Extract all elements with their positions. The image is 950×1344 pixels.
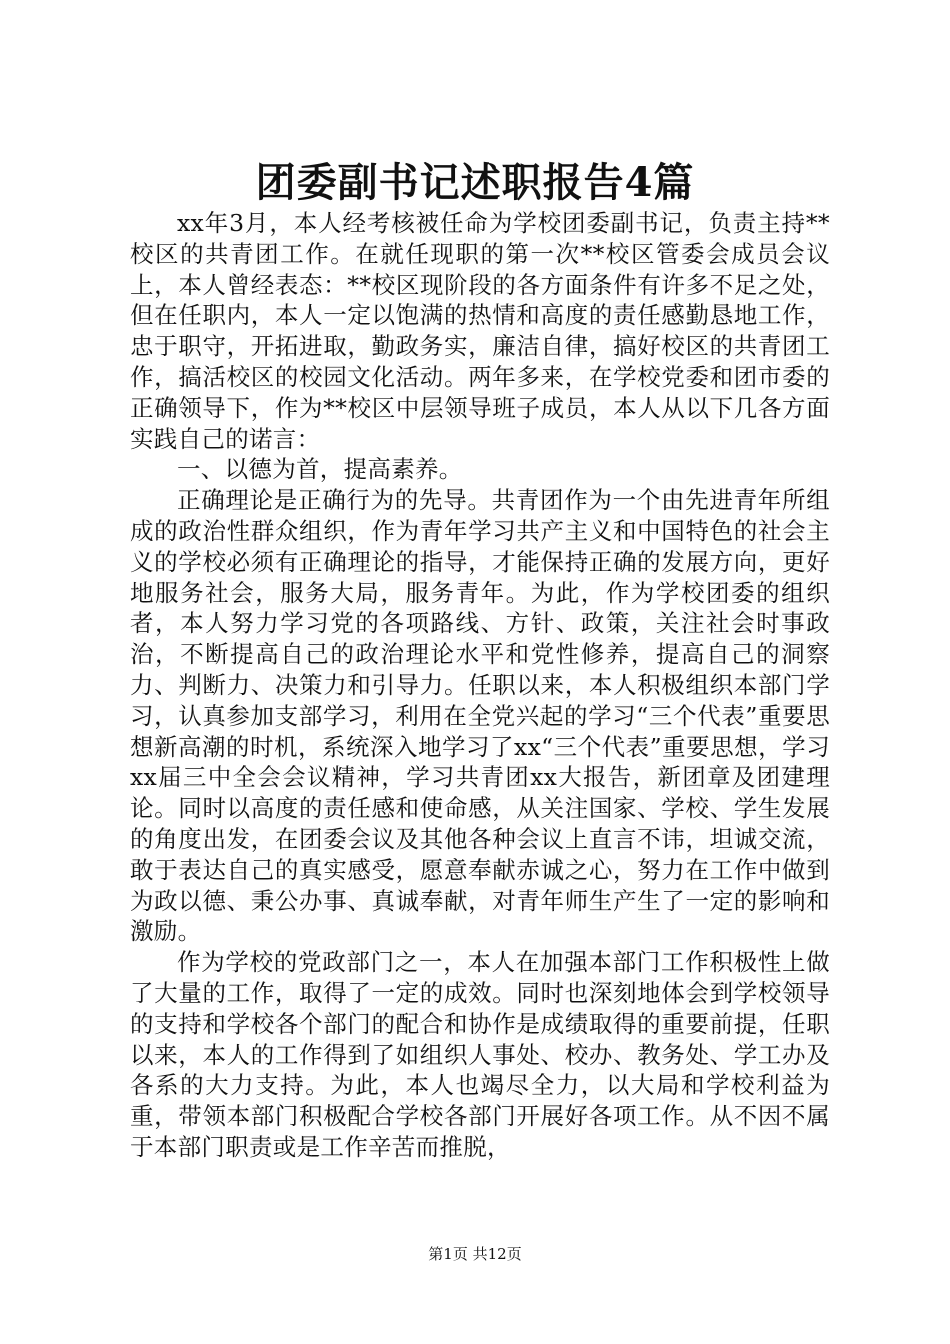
document-body	[130, 208, 830, 1163]
page-footer: 第1页 共12页	[428, 1245, 522, 1263]
section-heading: 一、以德为首，提高素养。	[177, 455, 463, 484]
paragraph-cooperation: 作为学校的党政部门之一，本人在加强本部门工作积极性上做了大量的工作，取得了一定的成效。同时也深刻地体会到学校领导的支持和学校各个部门的配合和协作是成绩取得的重要前提，任职以来，本人的工作得到了如组织人事处、校办、教务处、学工办及各系的大力支持。为此，本人也竭尽全力，以大局和学校利益为重，带领本部门积极配合学校各部门开展好各项工作。从不因不属于本部门职责或是工作辛苦而推脱，	[130, 948, 830, 1161]
page-title: 团委副书记述职报告4篇	[255, 159, 695, 206]
paragraph-intro: xx年3月，本人经考核被任命为学校团委副书记，负责主持**校区的共青团工作。在就任现职的第一次**校区管委会成员会议上，本人曾经表态：**校区现阶段的各方面条件有许多不足之处，但在任职内，本人一定以饱满的热情和高度的责任感勤恳地工作，忠于职守，开拓进取，勤政务实，廉洁自律，搞好校区的共青团工作，搞活校区的校园文化活动。两年多来，在学校党委和团市委的正确领导下，作为**校区中层领导班子成员，本人从以下几各方面实践自己的诺言：	[130, 209, 830, 453]
paragraph-theory: 正确理论是正确行为的先导。共青团作为一个由先进青年所组成的政治性群众组织，作为青年学习共产主义和中国特色的社会主义的学校必须有正确理论的指导，才能保持正确的发展方向，更好地服务社会，服务大局，服务青年。为此，作为学校团委的组织者，本人努力学习党的各项路线、方针、政策，关注社会时事政治，不断提高自己的政治理论水平和党性修养，提高自己的洞察力、判断力、决策力和引导力。任职以来，本人积极组织本部门学习，认真参加支部学习，利用在全党兴起的学习“三个代表”重要思想新高潮的时机，系统深入地学习了xx“三个代表”重要思想，学习xx届三中全会会议精神，学习共青团xx大报告，新团章及团建理论。同时以高度的责任感和使命感，从关注国家、学校、学生发展的角度出发，在团委会议及其他各种会议上直言不讳，坦诚交流，敢于表达自己的真实感受，愿意奉献赤诚之心，努力在工作中做到为政以德、秉公办事、真诚奉献，对青年师生产生了一定的影响和激励。	[130, 486, 830, 946]
